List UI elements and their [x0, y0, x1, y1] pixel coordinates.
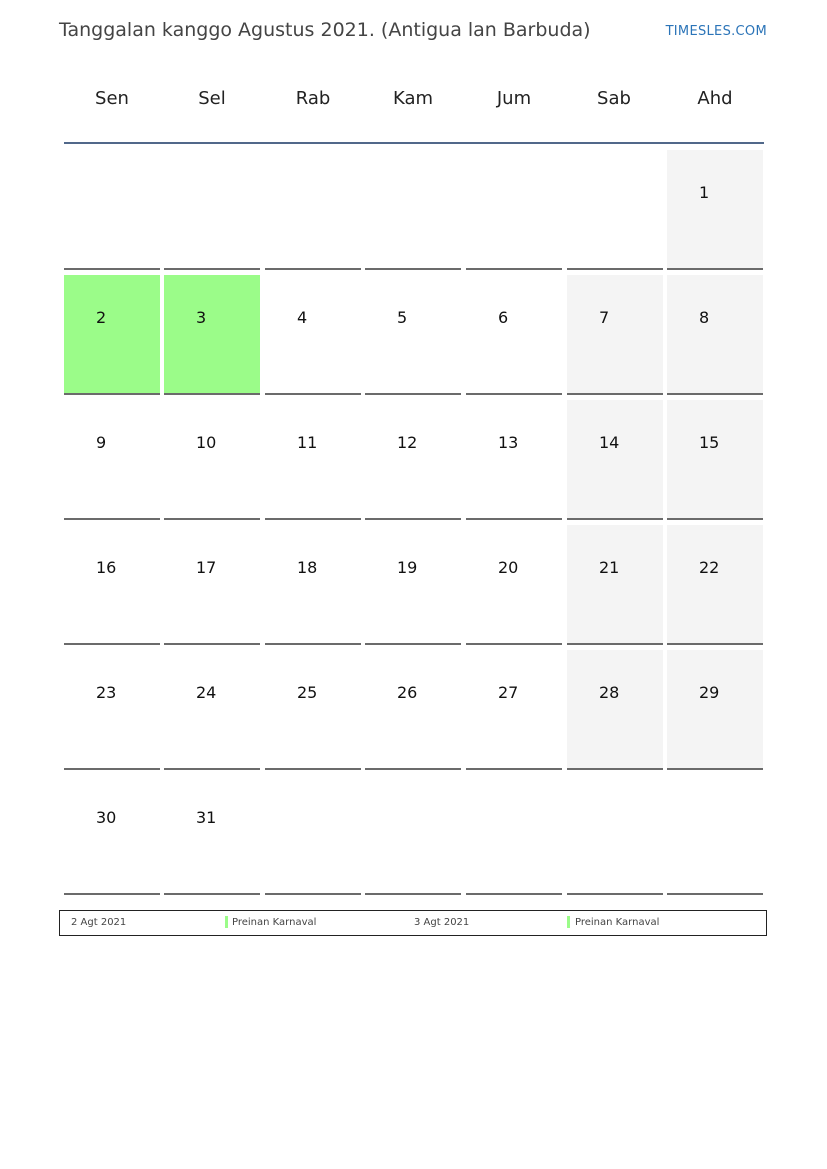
weekday-wed: Rab: [295, 88, 331, 109]
day-number: 16: [96, 558, 117, 577]
day-cell-9[interactable]: [64, 400, 160, 520]
day-cell-27[interactable]: [466, 650, 562, 770]
weekday-thu: Kam: [392, 88, 434, 109]
day-number: 5: [397, 308, 408, 327]
empty-cell: [466, 150, 562, 270]
day-cell-26[interactable]: [365, 650, 461, 770]
day-cell-5[interactable]: [365, 275, 461, 395]
day-number: 24: [196, 683, 217, 702]
day-cell-28[interactable]: [567, 650, 663, 770]
day-cell-23[interactable]: [64, 650, 160, 770]
legend-name-2: Preinan Karnaval: [575, 917, 660, 928]
day-number: 7: [599, 308, 610, 327]
weekday-sun: Ahd: [697, 88, 733, 109]
day-number: 20: [498, 558, 519, 577]
day-cell-16[interactable]: [64, 525, 160, 645]
holiday-legend: [59, 910, 767, 936]
day-number: 4: [297, 308, 308, 327]
day-cell-21[interactable]: [567, 525, 663, 645]
empty-cell: [567, 150, 663, 270]
empty-cell: [265, 775, 361, 895]
empty-cell: [365, 150, 461, 270]
day-cell-18[interactable]: [265, 525, 361, 645]
day-cell-1[interactable]: [667, 150, 763, 270]
day-number: 28: [599, 683, 620, 702]
empty-cell: [265, 150, 361, 270]
weekday-tue: Sel: [198, 88, 226, 109]
day-cell-25[interactable]: [265, 650, 361, 770]
day-number: 12: [397, 433, 418, 452]
legend-marker-1: [225, 916, 228, 928]
weekday-sat: Sab: [597, 88, 631, 109]
day-number: 11: [297, 433, 318, 452]
day-number: 10: [196, 433, 217, 452]
empty-cell: [567, 775, 663, 895]
day-number: 19: [397, 558, 418, 577]
empty-cell: [164, 150, 260, 270]
day-cell-29[interactable]: [667, 650, 763, 770]
day-number: 21: [599, 558, 620, 577]
empty-cell: [365, 775, 461, 895]
day-number: 22: [699, 558, 720, 577]
day-cell-14[interactable]: [567, 400, 663, 520]
day-cell-8[interactable]: [667, 275, 763, 395]
legend-marker-2: [567, 916, 570, 928]
day-cell-11[interactable]: [265, 400, 361, 520]
day-number: 9: [96, 433, 107, 452]
day-number: 3: [196, 308, 207, 327]
day-cell-17[interactable]: [164, 525, 260, 645]
day-cell-31[interactable]: [164, 775, 260, 895]
day-number: 13: [498, 433, 519, 452]
day-cell-2[interactable]: [64, 275, 160, 395]
day-cell-24[interactable]: [164, 650, 260, 770]
day-cell-10[interactable]: [164, 400, 260, 520]
day-cell-12[interactable]: [365, 400, 461, 520]
empty-cell: [64, 150, 160, 270]
legend-date-2: 3 Agt 2021: [414, 917, 470, 928]
legend-date-1: 2 Agt 2021: [71, 917, 127, 928]
day-number: 18: [297, 558, 318, 577]
day-number: 30: [96, 808, 117, 827]
day-number: 29: [699, 683, 720, 702]
weekday-fri: Jum: [496, 88, 532, 109]
brand-link[interactable]: TIMESLES.COM: [665, 24, 767, 39]
day-cell-13[interactable]: [466, 400, 562, 520]
day-cell-7[interactable]: [567, 275, 663, 395]
day-number: 14: [599, 433, 620, 452]
day-cell-22[interactable]: [667, 525, 763, 645]
day-number: 26: [397, 683, 418, 702]
day-number: 25: [297, 683, 318, 702]
day-cell-4[interactable]: [265, 275, 361, 395]
day-number: 2: [96, 308, 107, 327]
day-cell-3[interactable]: [164, 275, 260, 395]
weekday-mon: Sen: [95, 88, 129, 109]
page-title: Tanggalan kanggo Agustus 2021. (Antigua lan Barbuda): [59, 19, 591, 41]
day-number: 17: [196, 558, 217, 577]
empty-cell: [667, 775, 763, 895]
day-cell-30[interactable]: [64, 775, 160, 895]
day-cell-19[interactable]: [365, 525, 461, 645]
legend-name-1: Preinan Karnaval: [232, 917, 317, 928]
day-number: 1: [699, 183, 710, 202]
day-cell-15[interactable]: [667, 400, 763, 520]
empty-cell: [466, 775, 562, 895]
day-cell-6[interactable]: [466, 275, 562, 395]
day-number: 15: [699, 433, 720, 452]
day-number: 31: [196, 808, 217, 827]
day-cell-20[interactable]: [466, 525, 562, 645]
day-number: 27: [498, 683, 519, 702]
day-number: 6: [498, 308, 509, 327]
day-number: 23: [96, 683, 117, 702]
day-number: 8: [699, 308, 710, 327]
